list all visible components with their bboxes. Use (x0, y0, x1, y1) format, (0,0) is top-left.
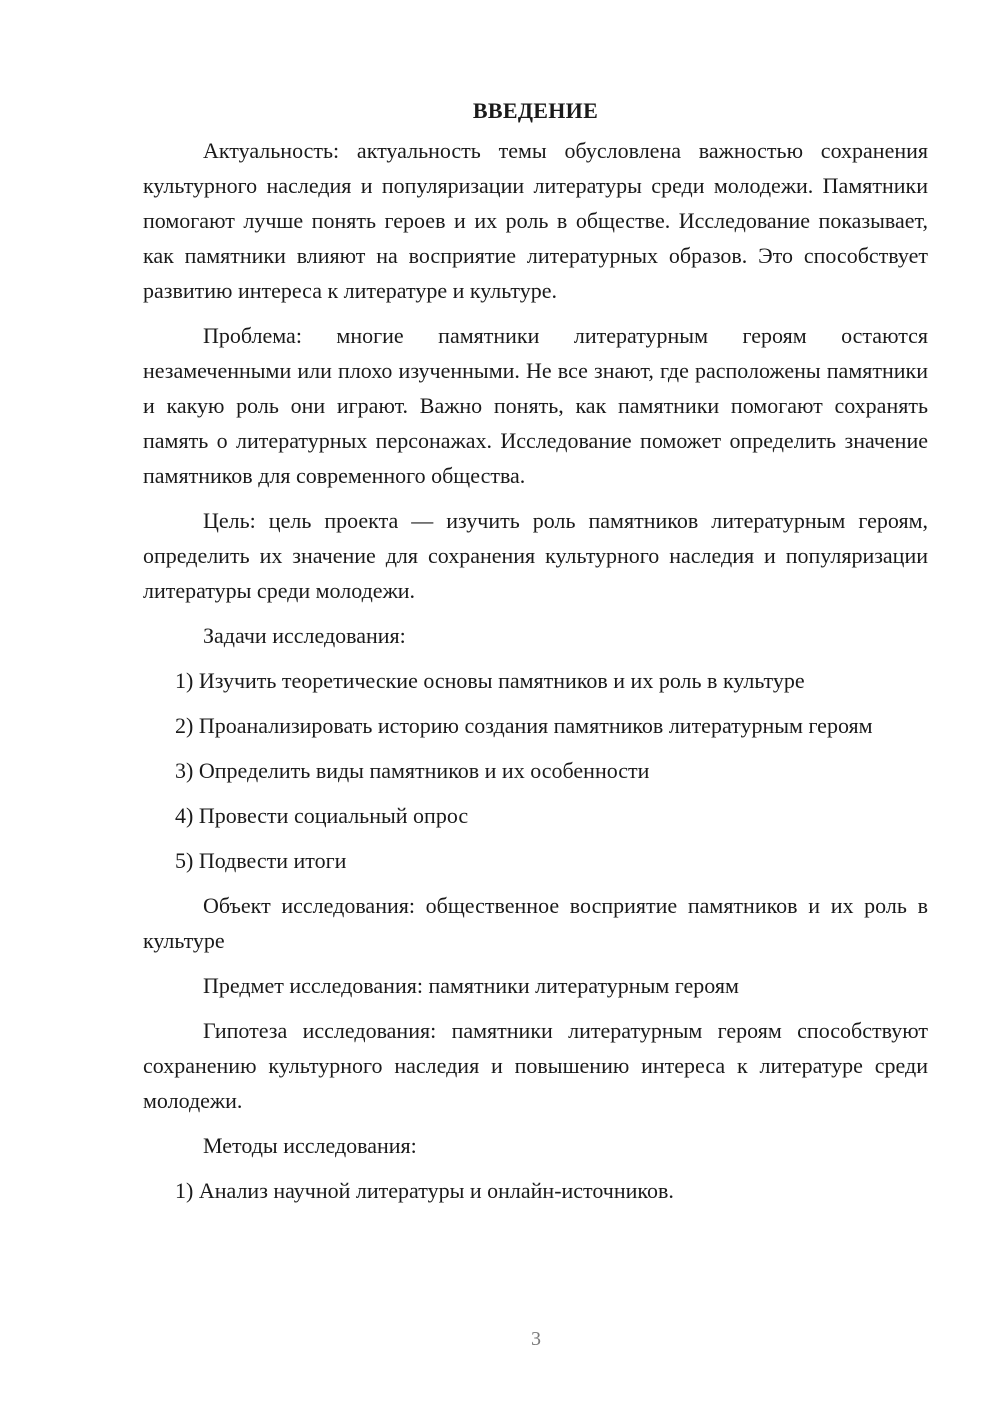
section-heading: ВВЕДЕНИЕ (472, 98, 599, 123)
task-item: 1) Изучить теоретические основы памятников и их роль в культуре (175, 668, 805, 693)
task-item: 4) Провести социальный опрос (175, 803, 469, 828)
tasks-heading: Задачи исследования: (203, 623, 406, 648)
page-number: 3 (531, 1328, 541, 1350)
method-item: 1) Анализ научной литературы и онлайн-источников. (175, 1178, 674, 1203)
task-item: 2) Проанализировать историю создания памятников литературным героям (175, 713, 873, 738)
subject-paragraph: Предмет исследования: памятники литературным героям (203, 973, 739, 998)
hypothesis-paragraph: Гипотеза исследования: памятники литературным героям способствуют сохранению культурного наследия и повышению интереса к литературе среди молодежи. (143, 1018, 928, 1113)
relevance-paragraph: Актуальность: актуальность темы обусловлена важностью сохранения культурного наследия и популяризации литературы среди молодежи. Памятники помогают лучше понять героев и их роль в обществе. Исследование показывает, как памятники влияют на восприятие литературных образов. Это способствует развитию интереса к литературе и культуре. (143, 138, 928, 303)
goal-paragraph: Цель: цель проекта — изучить роль памятников литературным героям, определить их значение для сохранения культурного наследия и популяризации литературы среди молодежи. (143, 508, 928, 603)
document-page (143, 95, 928, 1208)
methods-heading: Методы исследования: (203, 1133, 417, 1158)
task-item: 5) Подвести итоги (175, 848, 347, 873)
task-item: 3) Определить виды памятников и их особенности (175, 758, 650, 783)
problem-paragraph: Проблема: многие памятники литературным героям остаются незамеченными или плохо изученными. Не все знают, где расположены памятники и какую роль они играют. Важно понять, как памятники помогают сохранять память о литературных персонажах. Исследование поможет определить значение памятников для современного общества. (143, 323, 928, 488)
object-paragraph: Объект исследования: общественное восприятие памятников и их роль в культуре (143, 893, 928, 953)
